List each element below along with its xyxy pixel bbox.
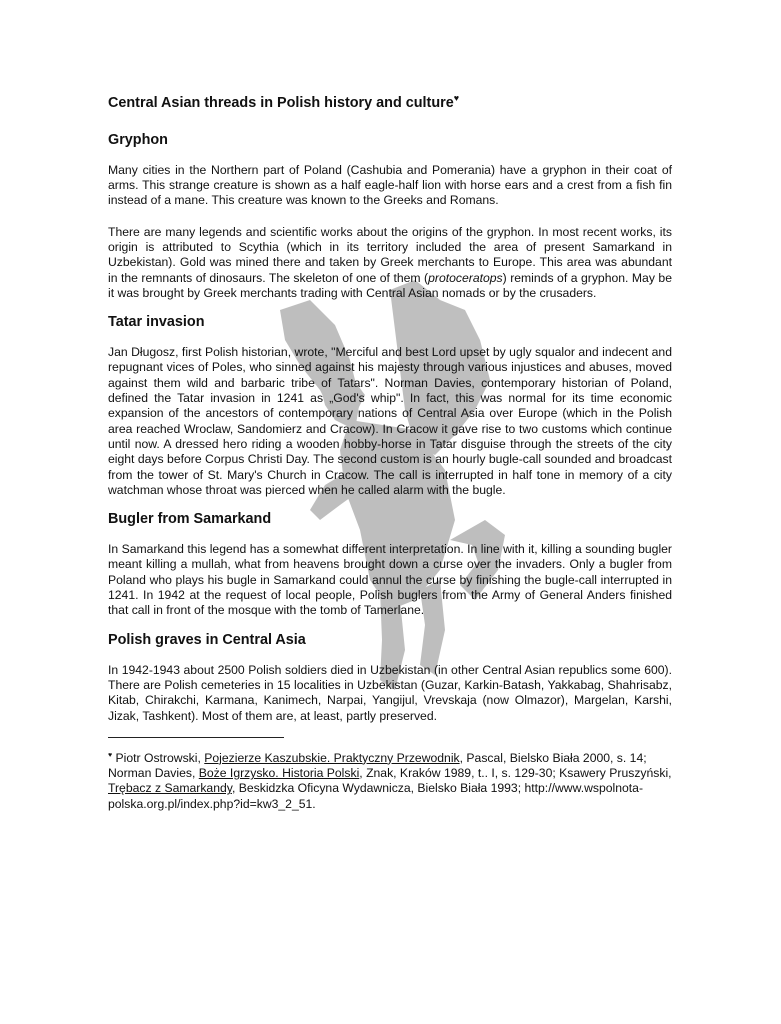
title-footnote-mark: ♥ [453, 93, 460, 103]
paragraph-gryphon-2: There are many legends and scientific works about the origins of the gryphon. In most recent works, its origin is attributed to Scythia (which in its territory included the area of present Samarkand in Uzbekistan). Gold was mined there and taken by Greek merchants to Europe. This area was abundant in the remnants of dinosaurs. The skeleton of one of them (protoceratops) reminds of a gryphon. May be it was brought by Greek merchants trading with Central Asian nomads or by the crusaders. [108, 224, 672, 300]
heading-tatar-invasion: Tatar invasion [108, 314, 205, 331]
heading-polish-graves: Polish graves in Central Asia [108, 631, 306, 648]
paragraph-gryphon-1: Many cities in the Northern part of Poland (Cashubia and Pomerania) have a gryphon in their coat of arms. This strange creature is shown as a half eagle-half lion with horse ears and a crest from a fish fin instead of a mane. This creature was known to the Greeks and Romans. [108, 162, 672, 208]
document-page [108, 90, 672, 812]
italic-protoceratops: protoceratops [428, 270, 503, 285]
paragraph-bugler: In Samarkand this legend has a somewhat different interpretation. In line with it, killing a sounding bugler meant killing a mullah, what from heavens brought down a curse over the invaders. Only a bugler from Poland who plays his bugle in Samarkand could annul the curse by finishing the bugle-call interrupted in 1241. In 1942 at the request of local people, Polish buglers from the Army of General Anders finished that call in front of the mosque with the tomb of Tamerlane. [108, 542, 672, 618]
footnote-title-3: Trębacz z Samarkandy [108, 781, 232, 796]
footnote-title-2: Boże Igrzysko. Historia Polski [198, 766, 360, 781]
footnote-divider [108, 737, 284, 738]
paragraph-tatar-invasion: Jan Długosz, first Polish historian, wrote, "Merciful and best Lord upset by ugly squalor and indecent and repugnant vices of Poles, who sinned against his majesty through various injustices and abuses, moved against them wild and barbaric tribe of Tatars". Norman Davies, contemporary historian of Poland, defined the Tatar invasion in 1241 as „God's whip". In fact, this was normal for its time economic expansion of the ancestors of contemporary nations of Central Asia over Europe (which in the Polish area reached Wroclaw, Sandomierz and Cracow). In Cracow it gave rise to two customs which continue until now. A dressed hero riding a wooden hobby-horse in Tatar disguise through the streets of the city eight days before Corpus Christi Day. The second custom is an hourly bugle-call sounded and broadcast from the tower of St. Mary's Church in Cracow. The call is interrupted in half tone in memory of a city watchman whose throat was pierced when he called alarm with the bugle. [108, 345, 672, 497]
footnote: ♥ Piotr Ostrowski, Pojezierze Kaszubskie. Praktyczny Przewodnik, Pascal, Bielsko Biała 2000, s. 14; Norman Davies, Boże Igrzysko. Historia Polski, Znak, Kraków 1989, t.. I, s. 129-30; Ksawery Pruszyński, Trębacz z Samarkandy, Beskidzka Oficyna Wydawnicza, Bielsko Biała 1993; http://www.wspolnota-polska.org.pl/index.php?id=kw3_2_51. [108, 750, 672, 811]
paragraph-polish-graves: In 1942-1943 about 2500 Polish soldiers died in Uzbekistan (in other Central Asian republics some 600). There are Polish cemeteries in 15 localities in Uzbekistan (Guzar, Karkin-Batash, Yakkabag, Shahrisabz, Kitab, Chirakchi, Karmana, Kanimech, Narpai, Yangijul, Vrevskaja (now Olmazor), Margelan, Karshi, Jizak, Tashkent). Most of them are, at least, partly preserved. [108, 662, 672, 723]
document-title: Central Asian threads in Polish history and culture♥ [108, 93, 460, 111]
footnote-mark: ♥ [108, 751, 113, 759]
footnote-title-1: Pojezierze Kaszubskie. Praktyczny Przewodnik [204, 750, 460, 765]
heading-bugler: Bugler from Samarkand [108, 511, 272, 528]
heading-gryphon: Gryphon [108, 131, 168, 148]
